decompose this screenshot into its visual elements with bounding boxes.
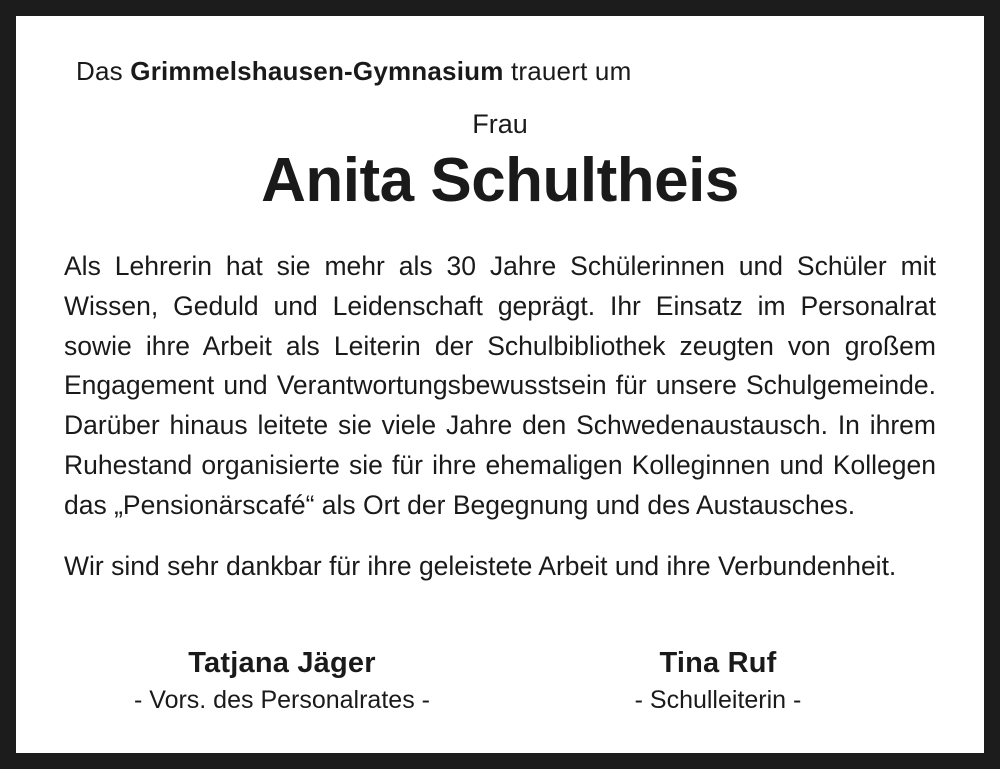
intro-prefix: Das xyxy=(76,56,131,86)
intro-line xyxy=(76,56,936,87)
signature-item xyxy=(81,647,482,715)
tribute-paragraph-2: Wir sind sehr dankbar für ihre geleistete Arbeit und ihre Verbundenheit. xyxy=(64,551,897,582)
signatory-name: Tina Ruf xyxy=(659,647,777,679)
salutation: Frau xyxy=(472,109,528,139)
signature-block xyxy=(64,647,936,733)
tribute-text xyxy=(64,247,936,587)
deceased-name: Anita Schultheis xyxy=(261,146,739,215)
intro-suffix: trauert um xyxy=(503,56,632,86)
school-name: Grimmelshausen-Gymnasium xyxy=(130,56,504,86)
tribute-paragraph-1: Als Lehrerin hat sie mehr als 30 Jahre Schülerinnen und Schüler mit Wissen, Geduld und Leidenschaft geprägt. Ihr Einsatz im Personalrat sowie ihre Arbeit als Leiterin der Schulbibliothek zeugten von großem Engagement und Verantwortungsbewusstsein für unsere Schulgemeinde. Darüber hinaus leitete sie viele Jahre den Schwedenaustausch. In ihrem Ruhestand organisierte sie für ihre ehemaligen Kolleginnen und Kollegen das „Pensionärscafé“ als Ort der Begegnung und des Austausches. xyxy=(64,251,936,520)
obituary-content xyxy=(14,14,986,755)
signature-item xyxy=(517,647,918,715)
signatory-role: - Vors. des Personalrates - xyxy=(134,686,430,714)
signatory-name: Tatjana Jäger xyxy=(188,647,376,679)
signatory-role: - Schulleiterin - xyxy=(634,686,802,714)
